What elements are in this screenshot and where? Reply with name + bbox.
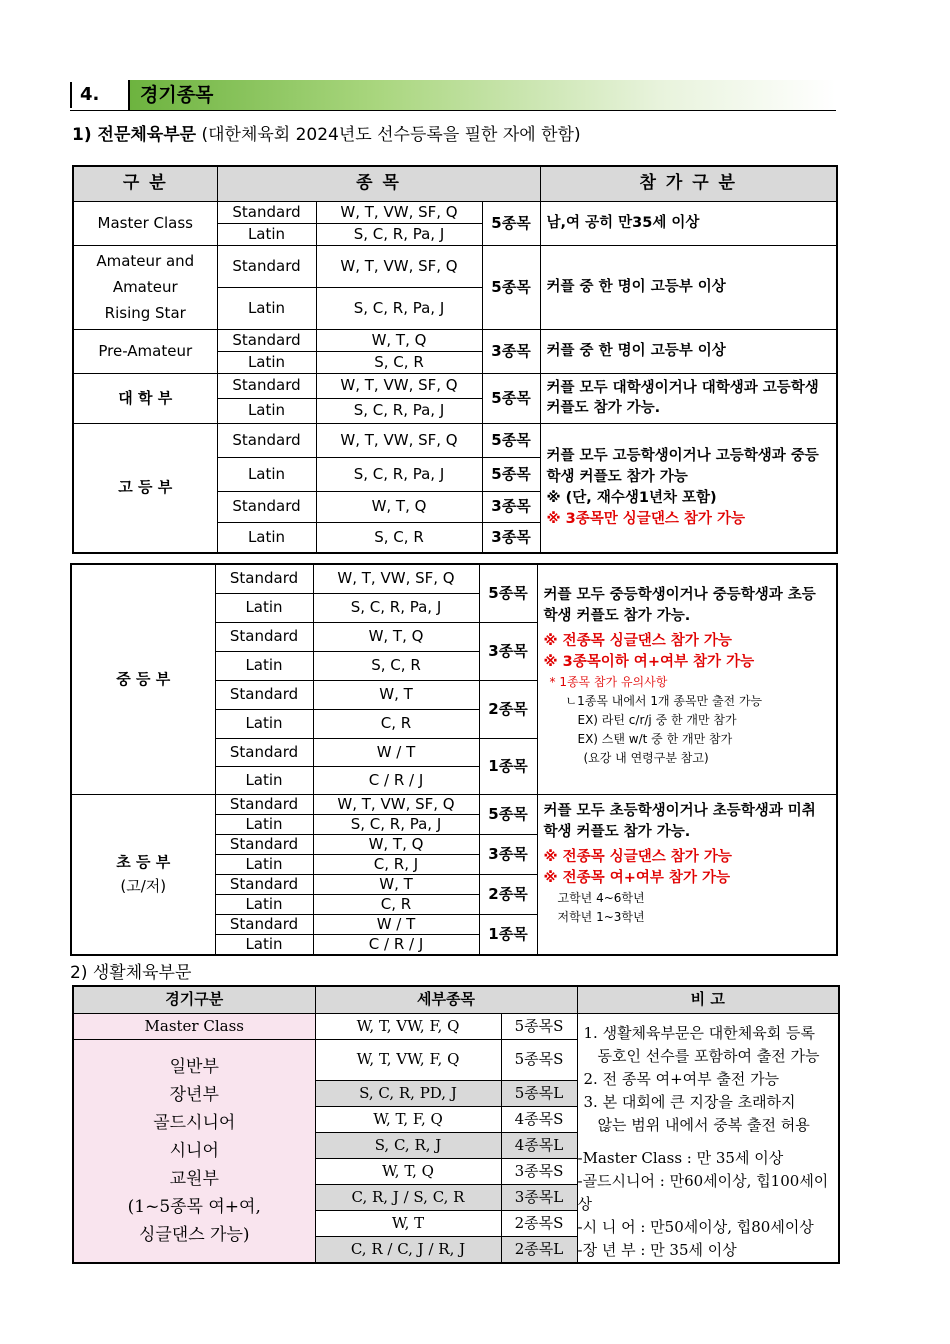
events: S, C, R, Pa, J xyxy=(316,398,482,423)
events: W, T xyxy=(313,680,479,709)
table-header-row xyxy=(73,166,837,201)
style-label: Standard xyxy=(215,874,313,894)
section1-title: 1) 전문체육부문 xyxy=(72,125,197,145)
heading-rule xyxy=(70,110,836,111)
event-count: 3종목L xyxy=(501,1185,577,1211)
events: W, T, VW, SF, Q xyxy=(313,794,479,814)
events: C, R, J xyxy=(313,854,479,874)
events: W, T, VW, SF, Q xyxy=(316,423,482,457)
style-label: Latin xyxy=(215,854,313,874)
style-label: Standard xyxy=(215,738,313,766)
events: C / R / J xyxy=(313,766,479,794)
events: S, C, R, Pa, J xyxy=(316,287,482,329)
event-count: 5종목S xyxy=(501,1039,577,1081)
event-count: 2종목S xyxy=(501,1211,577,1237)
header-division: 구 분 xyxy=(73,166,217,201)
participation-note: 커플 중 한 명이 고등부 이상 xyxy=(540,245,837,329)
event-count: 5종목L xyxy=(501,1081,577,1107)
style-label: Standard xyxy=(215,794,313,814)
table-row xyxy=(73,245,837,287)
style-label: Latin xyxy=(217,522,316,553)
division-middle-school: 중 등 부 xyxy=(71,564,215,794)
style-label: Latin xyxy=(215,766,313,794)
events: C, R, J / S, C, R xyxy=(315,1185,501,1211)
header-participation: 참 가 구 분 xyxy=(540,166,837,201)
events: S, C, R, PD, J xyxy=(315,1081,501,1107)
events: W, T, VW, F, Q xyxy=(315,1013,501,1039)
events: S, C, R xyxy=(316,351,482,373)
section1-subtitle: (대한체육회 2024년도 선수등록을 필한 자에 한함) xyxy=(201,125,581,145)
events: C, R / C, J / R, J xyxy=(315,1237,501,1263)
style-label: Standard xyxy=(215,680,313,709)
remarks: 1. 생활체육부문은 대한체육회 등록 동호인 선수를 포함하여 출전 가능 2. 전 종목 여+여부 출전 가능 3. 본 대회에 큰 지장을 초래하지 않는 범위 내에서 중복 출전 허용 -Master Class : 만 35세 이상 -골드시니어 : 만60세이상, 힙100세이상 -시 니 어 : 만50세이상, 힙80세이상 -장 년 부 : 만 35세 이상 xyxy=(577,1013,839,1263)
style-label: Latin xyxy=(215,593,313,622)
event-count: 4종목S xyxy=(501,1107,577,1133)
events: C, R xyxy=(313,709,479,738)
section-number: 4. xyxy=(70,82,115,108)
division-master: Master Class xyxy=(73,201,217,245)
youth-divisions-table xyxy=(70,563,838,956)
style-label: Latin xyxy=(215,934,313,955)
events: C / R / J xyxy=(313,934,479,955)
events: S, C, R, Pa, J xyxy=(316,223,482,245)
participation-note: 남,여 공히 만35세 이상 xyxy=(540,201,837,245)
events: W, T xyxy=(313,874,479,894)
table-row xyxy=(73,201,837,223)
event-count: 2종목 xyxy=(479,874,537,914)
category-master: Master Class xyxy=(73,1013,315,1039)
participation-note: 커플 모두 대학생이거나 대학생과 고등학생 커플도 참가 가능. xyxy=(540,373,837,423)
table-row xyxy=(73,423,837,457)
division-elementary: 초 등 부 (고/저) xyxy=(71,794,215,955)
event-count: 5종목 xyxy=(479,564,537,622)
events: W / T xyxy=(313,914,479,934)
events: W, T xyxy=(315,1211,501,1237)
participation-note: 커플 모두 고등학생이거나 고등학생과 중등 학생 커플도 참가 가능 ※ (단, 재수생1년차 포함) ※ 3종목만 싱글댄스 참가 가능 xyxy=(540,423,837,553)
header-category: 경기구분 xyxy=(73,986,315,1013)
division-pre-amateur: Pre-Amateur xyxy=(73,329,217,373)
style-label: Standard xyxy=(215,914,313,934)
table-row xyxy=(73,329,837,351)
division-amateur: Amateur and Amateur Rising Star xyxy=(73,245,217,329)
events: W, T, VW, SF, Q xyxy=(316,201,482,223)
table-row xyxy=(73,1013,839,1039)
events: W, T, Q xyxy=(313,834,479,854)
events: W, T, Q xyxy=(316,491,482,522)
events: C, R xyxy=(313,894,479,914)
events: W, T, Q xyxy=(315,1159,501,1185)
events: S, C, R, Pa, J xyxy=(316,457,482,491)
events: S, C, R, Pa, J xyxy=(313,814,479,834)
events: W / T xyxy=(313,738,479,766)
section1-heading xyxy=(72,124,581,146)
event-count: 5종목 xyxy=(482,457,540,491)
style-label: Standard xyxy=(217,373,316,398)
category-groups: 일반부 장년부 골드시니어 시니어 교원부 (1~5종목 여+여, 싱글댄스 가능) xyxy=(73,1039,315,1263)
participation-note: 커플 모두 중등학생이거나 중등학생과 초등 학생 커플도 참가 가능. ※ 전종목 싱글댄스 참가 가능 ※ 3종목이하 여+여부 참가 가능 * 1종목 참가 유의사항 ㄴ1종목 내에서 1개 종목만 출전 가능 EX) 라틴 c/r/j 중 한 개만 참가 EX) 스탠 w/t 중 한 개만 참가 (요강 내 연령구분 참고) xyxy=(537,564,837,794)
event-count: 2종목L xyxy=(501,1237,577,1263)
events: S, C, R, Pa, J xyxy=(313,593,479,622)
event-count: 5종목 xyxy=(482,373,540,423)
style-label: Latin xyxy=(215,894,313,914)
pro-sports-table xyxy=(72,165,838,554)
style-label: Standard xyxy=(217,491,316,522)
style-label: Standard xyxy=(217,329,316,351)
amateur-sports-table xyxy=(72,985,840,1264)
table-row xyxy=(71,564,837,593)
table-row xyxy=(73,373,837,398)
style-label: Latin xyxy=(217,351,316,373)
events: W, T, VW, SF, Q xyxy=(316,245,482,287)
event-count: 4종목L xyxy=(501,1133,577,1159)
event-count: 1종목 xyxy=(479,738,537,794)
events: W, T, Q xyxy=(313,622,479,651)
style-label: Latin xyxy=(217,398,316,423)
events: S, C, R xyxy=(313,651,479,680)
events: W, T, VW, SF, Q xyxy=(313,564,479,593)
event-count: 3종목 xyxy=(482,329,540,373)
events: W, T, VW, F, Q xyxy=(315,1039,501,1081)
style-label: Standard xyxy=(217,245,316,287)
style-label: Latin xyxy=(215,814,313,834)
style-label: Standard xyxy=(215,834,313,854)
participation-note: 커플 모두 초등학생이거나 초등학생과 미취 학생 커플도 참가 가능. ※ 전종목 싱글댄스 참가 가능 ※ 전종목 여+여부 참가 가능 고학년 4~6학년 저학년 1~3학년 xyxy=(537,794,837,955)
event-count: 3종목 xyxy=(482,522,540,553)
style-label: Standard xyxy=(217,423,316,457)
event-count: 2종목 xyxy=(479,680,537,738)
events: W, T, Q xyxy=(316,329,482,351)
event-count: 5종목S xyxy=(501,1013,577,1039)
table-row xyxy=(71,794,837,814)
events: W, T, VW, SF, Q xyxy=(316,373,482,398)
style-label: Standard xyxy=(215,564,313,593)
style-label: Latin xyxy=(217,287,316,329)
event-count: 1종목 xyxy=(479,914,537,955)
event-count: 3종목 xyxy=(482,491,540,522)
style-label: Latin xyxy=(215,651,313,680)
section-title: 경기종목 xyxy=(140,84,214,106)
header-events: 종 목 xyxy=(217,166,540,201)
participation-note: 커플 중 한 명이 고등부 이상 xyxy=(540,329,837,373)
style-label: Latin xyxy=(215,709,313,738)
events: S, C, R xyxy=(316,522,482,553)
event-count: 3종목S xyxy=(501,1159,577,1185)
event-count: 3종목 xyxy=(479,834,537,874)
style-label: Latin xyxy=(217,223,316,245)
event-count: 5종목 xyxy=(482,201,540,245)
event-count: 5종목 xyxy=(479,794,537,834)
events: S, C, R, J xyxy=(315,1133,501,1159)
division-university: 대 학 부 xyxy=(73,373,217,423)
division-high-school: 고 등 부 xyxy=(73,423,217,553)
section-title-bar xyxy=(128,80,836,110)
event-count: 5종목 xyxy=(482,245,540,329)
style-label: Latin xyxy=(217,457,316,491)
section2-title: 2) 생활체육부문 xyxy=(70,963,192,983)
events: W, T, F, Q xyxy=(315,1107,501,1133)
event-count: 5종목 xyxy=(482,423,540,457)
style-label: Standard xyxy=(217,201,316,223)
header-remarks: 비 고 xyxy=(577,986,839,1013)
header-events: 세부종목 xyxy=(315,986,577,1013)
table-header-row xyxy=(73,986,839,1013)
event-count: 3종목 xyxy=(479,622,537,680)
style-label: Standard xyxy=(215,622,313,651)
